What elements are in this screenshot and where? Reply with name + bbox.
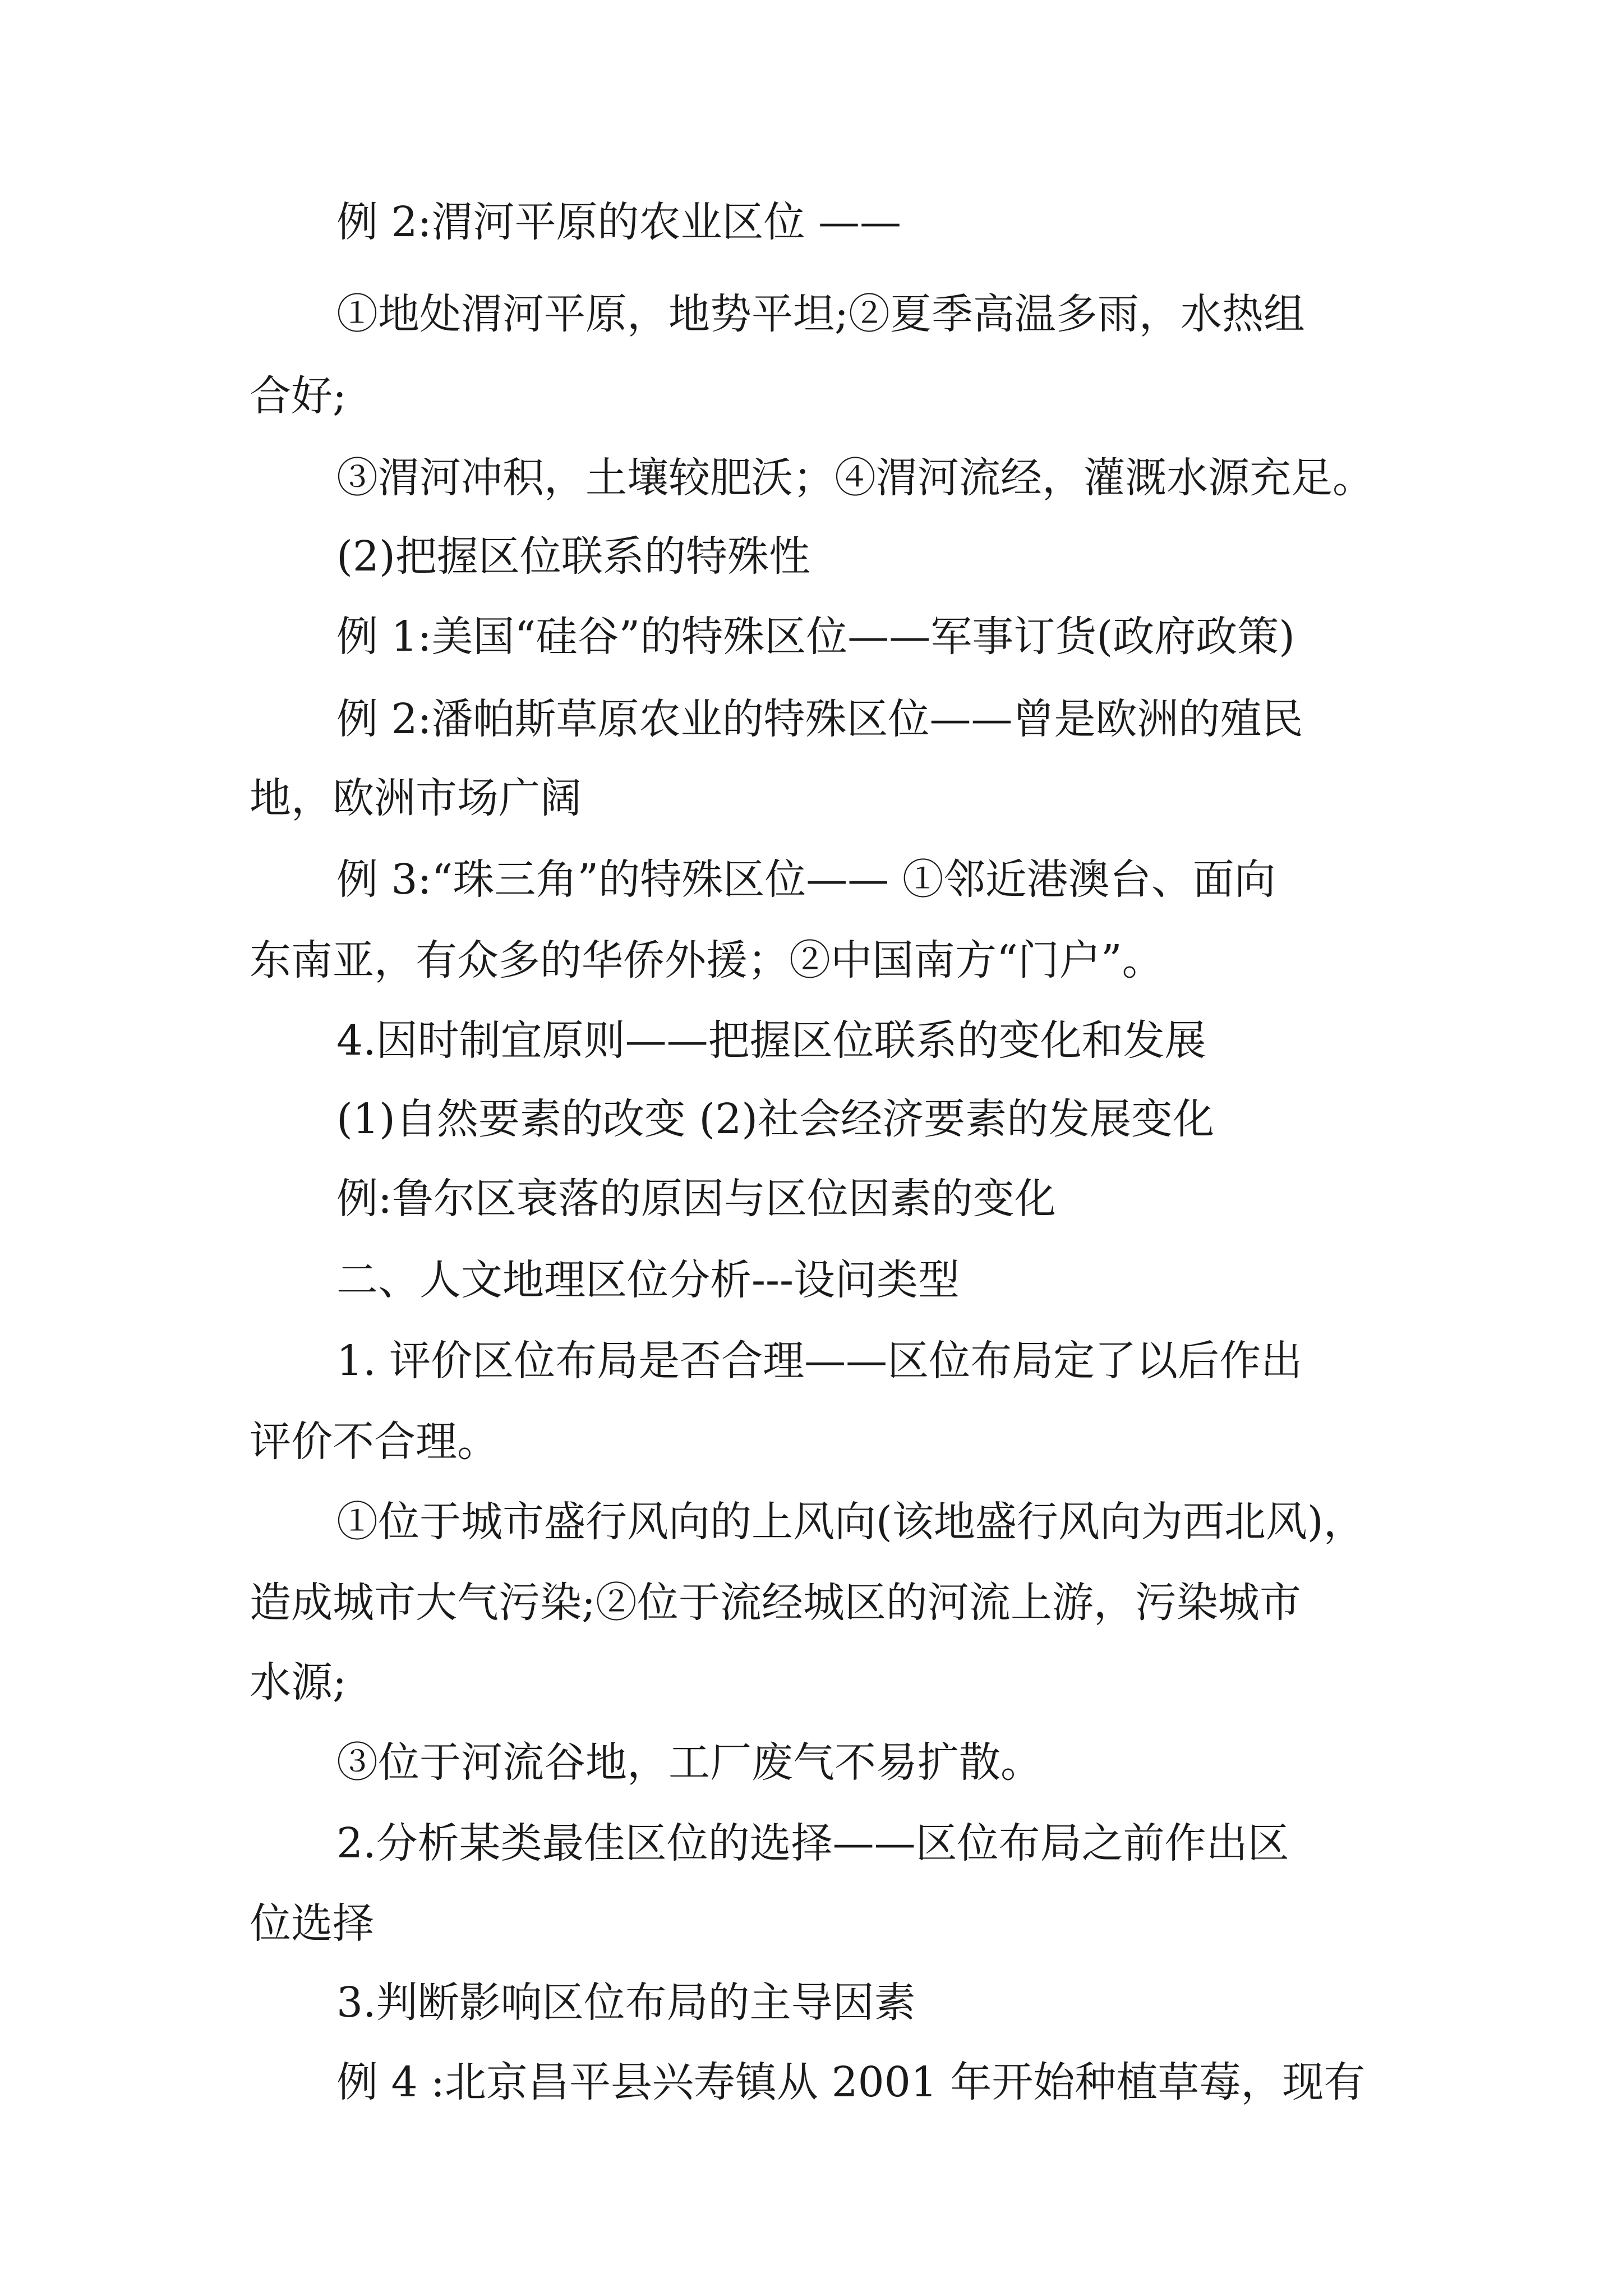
text-line xyxy=(0,1649,1623,1716)
text-line xyxy=(0,188,1623,256)
line-text: 例 2:潘帕斯草原农业的特殊区位——曾是欧洲的殖民 xyxy=(336,695,1303,743)
text-line xyxy=(0,1085,1623,1153)
line-text: 4.因时制宜原则——把握区位联系的变化和发展 xyxy=(336,1016,1206,1065)
text-line xyxy=(0,1969,1623,2036)
line-text: ①位于城市盛行风向的上风向(该地盛行风向为西北风)， xyxy=(336,1498,1365,1546)
text-line xyxy=(0,1408,1623,1475)
line-text: 例 3:“珠三角”的特殊区位—— ①邻近港澳台、面向 xyxy=(336,855,1276,904)
text-line xyxy=(0,1729,1623,1796)
text-line xyxy=(0,1569,1623,1636)
text-line xyxy=(0,846,1623,913)
line-text: 位选择 xyxy=(250,1899,374,1948)
line-text: (2)把握区位联系的特殊性 xyxy=(336,532,810,581)
text-line xyxy=(0,1810,1623,1877)
line-text: 例 4 :北京昌平县兴寿镇从 2001 年开始种植草莓，现有 xyxy=(336,2058,1366,2106)
line-text: 3.判断影响区位布局的主导因素 xyxy=(336,1978,916,2027)
text-line xyxy=(0,1488,1623,1556)
line-text: 1. 评价区位布局是否合理——区位布局定了以后作出 xyxy=(336,1337,1303,1385)
line-text: (1)自然要素的改变 (2)社会经济要素的发展变化 xyxy=(336,1095,1215,1143)
line-text: 东南亚，有众多的华侨外援；②中国南方“门户”。 xyxy=(250,936,1164,984)
text-line xyxy=(0,927,1623,994)
line-text: ③位于河流谷地，工厂废气不易扩散。 xyxy=(336,1738,1042,1787)
text-line xyxy=(0,1007,1623,1074)
text-line xyxy=(0,280,1623,348)
line-text: ③渭河冲积，土壤较肥沃；④渭河流经，灌溉水源充足。 xyxy=(336,454,1374,502)
line-text: 地，欧洲市场广阔 xyxy=(250,774,582,822)
line-text: ①地处渭河平原，地势平坦;②夏季高温多雨，水热组 xyxy=(336,290,1305,338)
text-line xyxy=(0,1165,1623,1232)
text-line xyxy=(0,603,1623,670)
text-line xyxy=(0,1890,1623,1957)
text-line xyxy=(0,523,1623,590)
line-text: 造成城市大气污染;②位于流经城区的河流上游，污染城市 xyxy=(250,1579,1301,1627)
line-text: 2.分析某类最佳区位的选择——区位布局之前作出区 xyxy=(336,1819,1289,1867)
text-line xyxy=(0,1327,1623,1395)
line-text: 合好; xyxy=(250,372,347,420)
line-text: 例 1:美国“硅谷”的特殊区位——军事订货(政府政策) xyxy=(336,613,1295,661)
line-text: 例 2:渭河平原的农业区位 —— xyxy=(336,198,902,246)
text-line xyxy=(0,362,1623,430)
line-text: 例:鲁尔区衰落的原因与区位因素的变化 xyxy=(336,1175,1056,1223)
text-line xyxy=(0,765,1623,832)
text-line xyxy=(0,444,1623,512)
text-line xyxy=(0,685,1623,753)
line-text: 评价不合理。 xyxy=(250,1418,499,1466)
line-text: 水源; xyxy=(250,1658,347,1706)
line-text: 二、人文地理区位分析---设问类型 xyxy=(336,1256,960,1304)
text-line xyxy=(0,2049,1623,2116)
text-line xyxy=(0,1246,1623,1314)
